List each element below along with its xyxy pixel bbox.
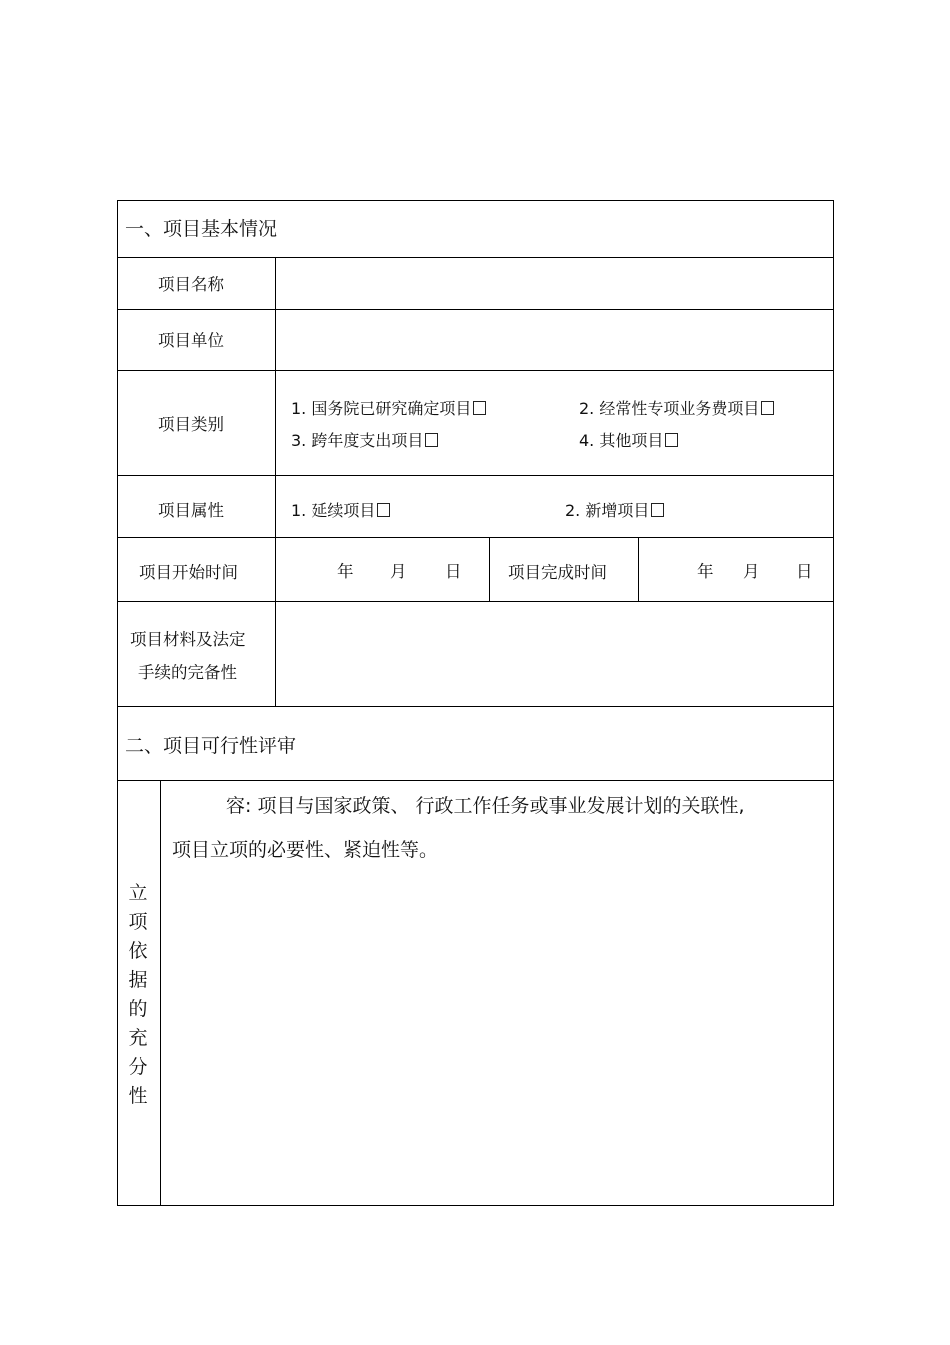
checkbox[interactable] — [425, 433, 438, 447]
materials-label-line1: 项目材料及法定 — [130, 630, 246, 649]
category-option-2-text: 2. 经常性专项业务费项目 — [579, 399, 760, 418]
materials-label-line2: 手续的完备性 — [138, 663, 237, 682]
attribute-option-2[interactable] — [565, 503, 664, 519]
rule-after-section1 — [118, 257, 833, 258]
checkbox[interactable] — [761, 401, 774, 415]
category-option-4-text: 4. 其他项目 — [579, 431, 664, 450]
date-divider-2 — [638, 537, 639, 601]
checkbox[interactable] — [473, 401, 486, 415]
end-month[interactable]: 月 — [743, 562, 760, 581]
category-option-1[interactable] — [291, 401, 486, 417]
rule-after-section2 — [118, 780, 833, 781]
project-attribute-label: 项目属性 — [158, 501, 224, 520]
checkbox[interactable] — [651, 503, 664, 517]
basis-label-char: 立 — [128, 882, 148, 904]
rule-after-materials — [118, 706, 833, 707]
start-month[interactable]: 月 — [390, 562, 407, 581]
checkbox[interactable] — [665, 433, 678, 447]
date-divider-1 — [489, 537, 490, 601]
category-option-3-text: 3. 跨年度支出项目 — [291, 431, 424, 450]
end-time-label: 项目完成时间 — [508, 563, 607, 582]
project-unit-label: 项目单位 — [158, 331, 224, 350]
basis-label-char: 充 — [128, 1027, 148, 1049]
attribute-option-2-text: 2. 新增项目 — [565, 501, 650, 520]
attribute-option-1-text: 1. 延续项目 — [291, 501, 376, 520]
rule-after-category — [118, 475, 833, 476]
category-option-3[interactable] — [291, 433, 438, 449]
section1-title: 一、项目基本情况 — [125, 218, 278, 240]
basis-label-char: 性 — [128, 1085, 148, 1107]
basis-content-line1[interactable]: 容: 项目与国家政策、 行政工作任务或事业发展计划的关联性, — [226, 795, 745, 817]
end-year[interactable]: 年 — [697, 562, 714, 581]
basis-label-char: 的 — [128, 998, 148, 1020]
project-category-label: 项目类别 — [158, 415, 224, 434]
basis-content-line2[interactable]: 项目立项的必要性、紧迫性等。 — [172, 839, 439, 861]
rule-after-name — [118, 309, 833, 310]
rule-after-attribute — [118, 537, 833, 538]
basis-column-divider — [160, 780, 161, 1205]
category-option-1-text: 1. 国务院已研究确定项目 — [291, 399, 472, 418]
rule-after-unit — [118, 370, 833, 371]
start-time-label: 项目开始时间 — [139, 563, 238, 582]
attribute-option-1[interactable] — [291, 503, 390, 519]
basis-label-char: 项 — [128, 911, 148, 933]
end-day[interactable]: 日 — [796, 562, 813, 581]
basis-label-char: 据 — [128, 969, 148, 991]
start-day[interactable]: 日 — [445, 562, 462, 581]
basis-label-char: 依 — [128, 940, 148, 962]
category-option-2[interactable] — [579, 401, 774, 417]
project-review-form — [117, 200, 834, 1206]
category-option-4[interactable] — [579, 433, 678, 449]
checkbox[interactable] — [377, 503, 390, 517]
start-year[interactable]: 年 — [337, 562, 354, 581]
section2-title: 二、项目可行性评审 — [125, 735, 297, 757]
rule-after-dates — [118, 601, 833, 602]
basis-label-char: 分 — [128, 1056, 148, 1078]
project-name-label: 项目名称 — [158, 275, 224, 294]
label-column-divider — [275, 257, 276, 706]
